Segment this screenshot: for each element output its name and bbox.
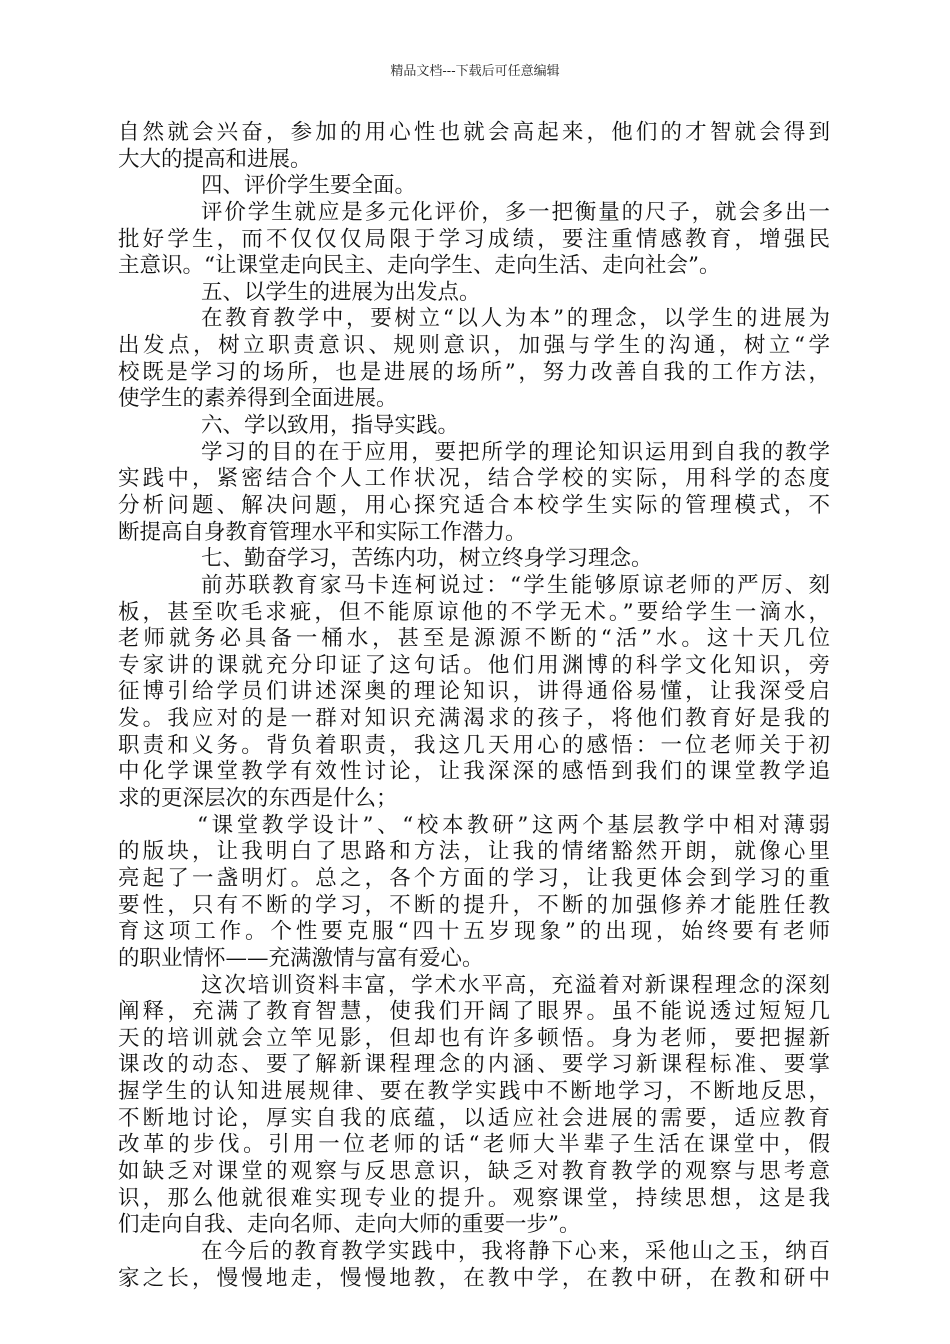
text-line: 这次培训资料丰富，学术水平高，充溢着对新课程理念的深刻 <box>201 972 830 998</box>
text-line: 在今后的教育教学实践中，我将静下心来，采他山之玉，纳百 <box>201 1238 830 1264</box>
text-line: 评价学生就应是多元化评价，多一把衡量的尺子，就会多出一 <box>201 199 830 225</box>
text-line: 课改的动态、要了解新课程理念的内涵、要学习新课程标准、要掌 <box>118 1052 830 1078</box>
text-line: 中化学课堂教学有效性讨论，让我深深的感悟到我们的课堂教学追 <box>118 759 830 785</box>
text-line: 主意识。“让课堂走向民主、走向学生、走向生活、走向社会”。 <box>118 253 721 279</box>
section-heading: 六、学以致用，指导实践。 <box>201 413 460 439</box>
page-header: 精品文档---下载后可任意编辑 <box>390 64 560 79</box>
text-line: 们走向自我、走向名师、走向大师的重要一步”。 <box>118 1212 581 1238</box>
text-line: 征博引给学员们讲述深奥的理论知识，讲得通俗易懂，让我深受启 <box>118 679 830 705</box>
text-line: 使学生的素养得到全面进展。 <box>118 386 398 412</box>
text-line: 学习的目的在于应用，要把所学的理论知识运用到自我的教学 <box>201 439 830 465</box>
text-line: 实践中，紧密结合个人工作状况，结合学校的实际，用科学的态度 <box>118 466 830 492</box>
text-line: 的版块，让我明白了思路和方法，让我的情绪豁然开朗，就像心里 <box>118 839 830 865</box>
text-line: 识，那么他就很难实现专业的提升。观察课堂，持续思想，这是我 <box>118 1185 830 1211</box>
text-line: 家之长，慢慢地走，慢慢地教，在教中学，在教中研，在教和研中 <box>118 1265 830 1291</box>
text-line: 亮起了一盏明灯。总之，各个方面的学习，让我更体会到学习的重 <box>118 865 830 891</box>
text-line: 断提高自身教育管理水平和实际工作潜力。 <box>118 519 527 545</box>
text-line: 求的更深层次的东西是什么； <box>118 786 398 812</box>
text-line: 出发点，树立职责意识、规则意识，加强与学生的沟通，树立“学 <box>118 333 830 359</box>
text-line: 天的培训就会立竿见影，但却也有许多顿悟。身为老师，要把握新 <box>118 1025 830 1051</box>
text-line: 阐释，充满了教育智慧，使我们开阔了眼界。虽不能说透过短短几 <box>118 999 830 1025</box>
section-heading: 七、勤奋学习，苦练内功，树立终身学习理念。 <box>201 546 653 572</box>
text-line: 前苏联教育家马卡连柯说过：“学生能够原谅老师的严厉、刻 <box>201 572 830 598</box>
text-line: 板，甚至吹毛求疵，但不能原谅他的不学无术。”要给学生一滴水， <box>118 599 830 625</box>
text-line: 大大的提高和进展。 <box>118 146 312 172</box>
text-line: 专家讲的课就充分印证了这句话。他们用渊博的科学文化知识，旁 <box>118 652 830 678</box>
section-heading: 五、以学生的进展为出发点。 <box>201 279 481 305</box>
text-line: “课堂教学设计”、“校本教研”这两个基层教学中相对薄弱 <box>197 812 830 838</box>
text-line: 在教育教学中，要树立“以人为本”的理念，以学生的进展为 <box>201 306 830 332</box>
text-line: 校既是学习的场所，也是进展的场所”，努力改善自我的工作方法， <box>118 359 830 385</box>
text-line: 改革的步伐。引用一位老师的话“老师大半辈子生活在课堂中，假 <box>118 1132 830 1158</box>
text-line: 的职业情怀——充满激情与富有爱心。 <box>118 945 484 971</box>
text-line: 如缺乏对课堂的观察与反思意识，缺乏对教育教学的观察与思考意 <box>118 1158 830 1184</box>
text-line: 不断地讨论，厚实自我的底蕴，以适应社会进展的需要，适应教育 <box>118 1105 830 1131</box>
document-body <box>118 120 830 1292</box>
section-heading: 四、评价学生要全面。 <box>201 173 417 199</box>
text-line: 要性，只有不断的学习，不断的提升，不断的加强修养才能胜任教 <box>118 892 830 918</box>
text-line: 老师就务必具备一桶水，甚至是源源不断的“活”水。这十天几位 <box>118 626 830 652</box>
text-line: 握学生的认知进展规律、要在教学实践中不断地学习，不断地反思， <box>118 1079 830 1105</box>
text-line: 自然就会兴奋，参加的用心性也就会高起来，他们的才智就会得到 <box>118 120 830 145</box>
text-line: 职责和义务。背负着职责，我这几天用心的感悟：一位老师关于初 <box>118 732 830 758</box>
text-line: 发。我应对的是一群对知识充满渴求的孩子，将他们教育好是我的 <box>118 706 830 732</box>
text-line: 分析问题、解决问题，用心探究适合本校学生实际的管理模式，不 <box>118 492 830 518</box>
text-line: 批好学生，而不仅仅仅局限于学习成绩，要注重情感教育，增强民 <box>118 226 830 252</box>
text-line: 育这项工作。个性要克服“四十五岁现象”的出现，始终要有老师 <box>118 919 830 945</box>
